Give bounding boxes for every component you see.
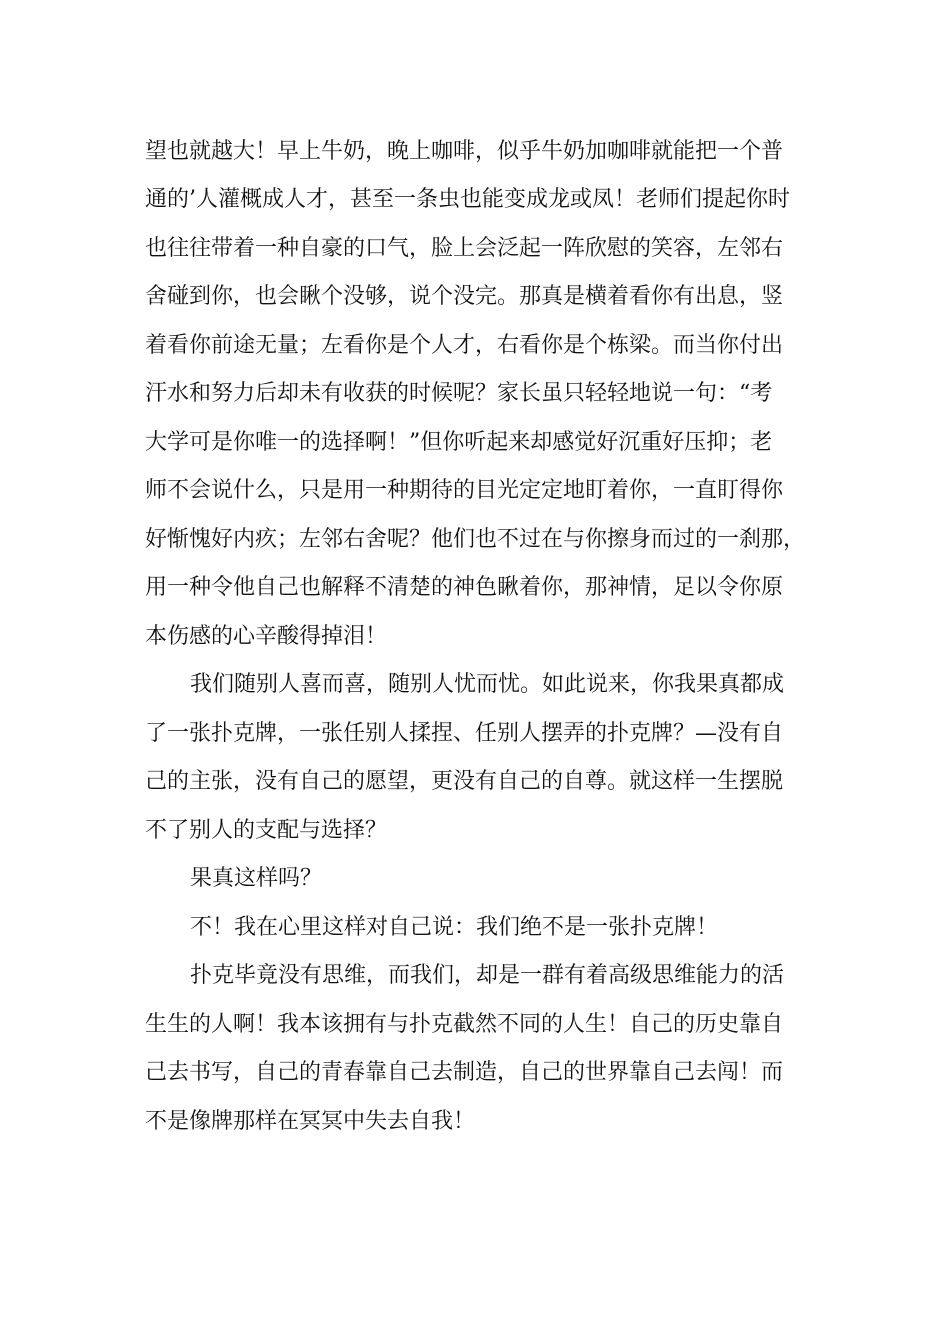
text-line: 望也就越大！早上牛奶，晚上咖啡，似乎牛奶加咖啡就能把一个普: [145, 139, 784, 164]
text-line: 舍碰到你，也会瞅个没够，说个没完。那真是横着看你有出息，竖: [145, 284, 784, 309]
text-line: 师不会说什么，只是用一种期待的目光定定地盯着你，一直盯得你: [145, 478, 784, 503]
text-line: 也往往带着一种自豪的口气，脸上会泛起一阵欣慰的笑容，左邻右: [145, 236, 784, 261]
paragraph-first-line: 果真这样吗？: [190, 866, 323, 891]
text-line: 不是像牌那样在冥冥中失去自我！: [145, 1109, 476, 1134]
paragraph-first-line: 扑克毕竟没有思维，而我们，却是一群有着高级思维能力的活: [190, 963, 785, 988]
text-line: 本伤感的心辛酸得掉泪！: [145, 624, 388, 649]
paragraph-first-line: 我们随别人喜而喜，随别人忧而忧。如此说来，你我果真都成: [190, 672, 785, 697]
text-line: 大学可是你唯一的选择啊！”但你听起来却感觉好沉重好压抑；老: [145, 430, 773, 455]
text-line: 不了别人的支配与选择？: [145, 818, 388, 843]
text-line: 汗水和努力后却未有收获的时候呢？家长虽只轻轻地说一句：“考: [145, 381, 773, 406]
text-line: 好惭愧好内疚；左邻右舍呢？他们也不过在与你擦身而过的一刹那，: [145, 527, 806, 552]
text-line: 己的主张，没有自己的愿望，更没有自己的自尊。就这样一生摆脱: [145, 769, 784, 794]
text-line: 着看你前途无量；左看你是个人才，右看你是个栋梁。而当你付出: [145, 333, 784, 358]
text-line: 通的’人灌概成人才，甚至一条虫也能变成龙或凤！老师们提起你时: [145, 187, 790, 212]
text-line: 己去书写，自己的青春靠自己去制造，自己的世界靠自己去闯！而: [145, 1060, 784, 1085]
text-line: 了一张扑克牌，一张任别人揉捏、任别人摆弄的扑克牌？—没有自: [145, 721, 784, 746]
paragraph-first-line: 不！我在心里这样对自己说：我们绝不是一张扑克牌！: [190, 915, 719, 940]
text-line: 生生的人啊！我本该拥有与扑克截然不同的人生！自己的历史靠自: [145, 1012, 784, 1037]
text-line: 用一种令他自己也解释不清楚的神色瞅着你，那神情，足以令你原: [145, 575, 784, 600]
